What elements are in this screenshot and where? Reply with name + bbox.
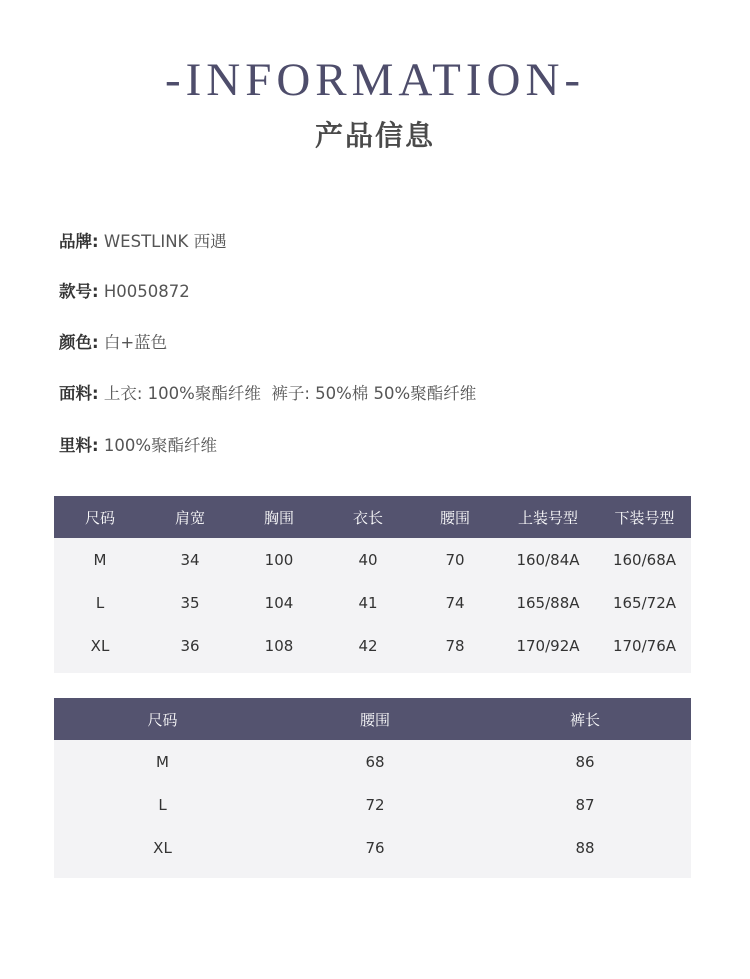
table-cell: 88 xyxy=(575,838,595,857)
table-cell: L xyxy=(95,593,105,612)
info-fabric-value: 上衣: 100%聚酯纤维 裤子: 50%棉 50%聚酯纤维 xyxy=(103,384,477,403)
header-cell: 衣长 xyxy=(352,508,383,527)
info-lining-value: 100%聚酯纤维 xyxy=(103,436,218,455)
table-cell: 165/72A xyxy=(612,593,677,612)
info-color-value: 白+蓝色 xyxy=(103,333,168,352)
table-cell: M xyxy=(93,550,107,569)
header-cell: 胸围 xyxy=(263,508,294,527)
header-cell: 上装号型 xyxy=(517,508,578,527)
header-cell: 腰围 xyxy=(359,710,390,729)
table-row xyxy=(54,624,691,667)
info-fabric xyxy=(59,383,476,405)
table-cell: L xyxy=(158,795,167,814)
table-cell: 35 xyxy=(180,593,200,612)
table-cell: M xyxy=(156,752,169,771)
table-cell: 170/76A xyxy=(612,636,677,655)
info-fabric-label: 面料: xyxy=(59,384,99,403)
page-title-en: -INFORMATION- xyxy=(164,54,586,106)
info-brand-value: WESTLINK 西遇 xyxy=(103,232,227,251)
top-size-table-header xyxy=(54,496,691,538)
table-cell: 170/92A xyxy=(516,636,580,655)
table-cell: XL xyxy=(90,636,110,655)
table-cell: 86 xyxy=(575,752,595,771)
table-cell: 36 xyxy=(180,636,200,655)
info-style-number-value: H0050872 xyxy=(103,282,190,301)
info-lining-label: 里料: xyxy=(59,436,99,455)
table-cell: 41 xyxy=(358,593,378,612)
table-cell: 104 xyxy=(264,593,294,612)
table-cell: 160/84A xyxy=(516,550,580,569)
header-cell: 下装号型 xyxy=(614,508,675,527)
table-cell: 70 xyxy=(445,550,465,569)
table-cell: 160/68A xyxy=(612,550,677,569)
info-brand xyxy=(59,231,227,253)
table-cell: 108 xyxy=(264,636,294,655)
top-size-table xyxy=(54,496,691,673)
table-cell: 74 xyxy=(445,593,465,612)
info-lining xyxy=(59,435,217,457)
header-cell: 尺码 xyxy=(84,508,115,527)
header-cell: 肩宽 xyxy=(174,508,205,527)
bottom-size-table-header xyxy=(54,698,691,740)
header-cell: 腰围 xyxy=(439,508,470,527)
info-color xyxy=(59,332,167,354)
header-cell: 裤长 xyxy=(569,710,600,729)
table-cell: 87 xyxy=(575,795,595,814)
table-cell: 34 xyxy=(180,550,200,569)
header-cell: 尺码 xyxy=(147,710,178,729)
table-cell: 72 xyxy=(365,795,385,814)
info-brand-label: 品牌: xyxy=(59,232,99,251)
table-row xyxy=(54,581,691,624)
bottom-size-table xyxy=(54,698,691,878)
table-cell: 78 xyxy=(445,636,465,655)
table-row xyxy=(54,740,691,783)
table-cell: 42 xyxy=(358,636,378,655)
table-cell: 68 xyxy=(365,752,385,771)
page-title-cn: 产品信息 xyxy=(314,119,435,152)
info-style-number xyxy=(59,281,190,303)
table-cell: 76 xyxy=(365,838,385,857)
table-row xyxy=(54,783,691,826)
table-cell: 165/88A xyxy=(516,593,580,612)
table-row xyxy=(54,826,691,869)
table-row xyxy=(54,538,691,581)
table-cell: 40 xyxy=(358,550,378,569)
table-cell: XL xyxy=(153,838,172,857)
info-style-number-label: 款号: xyxy=(59,282,99,301)
info-color-label: 颜色: xyxy=(59,333,99,352)
table-cell: 100 xyxy=(264,550,294,569)
